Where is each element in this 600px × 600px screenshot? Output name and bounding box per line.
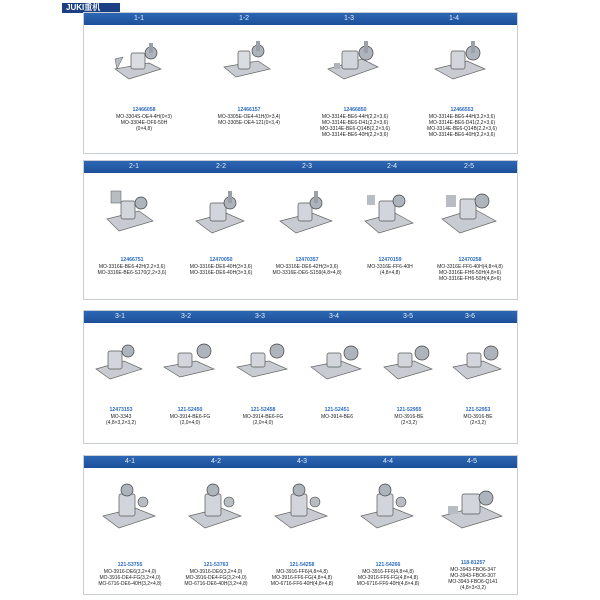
- item-label: 4-4: [382, 458, 394, 465]
- presser-foot-image: [427, 39, 497, 94]
- part-code: 121-53755: [117, 562, 143, 568]
- item-label: 1-3: [343, 15, 355, 22]
- item-label: 3-4: [328, 313, 340, 320]
- item-label: 2-2: [215, 163, 227, 170]
- part-code: 118-81257: [460, 560, 486, 566]
- part-code: 121-52458: [250, 407, 276, 413]
- model-line: MO-3916-FF6-FG(4,8×4,8): [271, 575, 333, 581]
- part-code: 12466157: [237, 107, 261, 113]
- model-line: MO-3916-DE6(3,2×4,0): [103, 569, 157, 575]
- model-line: MO-3316E-FH6-50H(4,8×6): [438, 270, 502, 276]
- model-line: MO-3314E-BE6-D41(2,2×3,6): [321, 120, 389, 126]
- part-item[interactable]: [344, 468, 432, 594]
- model-line: MO-6716-FF6-40H(4,8×4,8): [356, 581, 420, 587]
- model-line: MO-3916-FF6(4,8×4,8): [362, 569, 414, 575]
- model-line: MO-3914-BE6: [321, 414, 353, 420]
- presser-foot-image: [190, 187, 252, 243]
- item-label: 3-3: [254, 313, 266, 320]
- item-label: 3-1: [114, 313, 126, 320]
- model-line: MO-3943-FBO6-Q141: [448, 579, 498, 585]
- presser-foot-image: [92, 339, 150, 389]
- brand-tag: JUKI重机: [62, 3, 120, 13]
- part-item[interactable]: [199, 25, 299, 153]
- presser-foot-image: [359, 187, 421, 243]
- part-code: 12470050: [209, 257, 233, 263]
- model-line: (2,0×4,0): [252, 420, 274, 426]
- model-line: MO-3943-FBO6-307: [450, 573, 496, 579]
- model-line: MO-3314E-BE6-D41(2,2×3,6): [428, 120, 496, 126]
- model-line: MO-3316E-BE6-42H(2,2×3,6): [98, 264, 166, 270]
- item-label: 1-4: [448, 15, 460, 22]
- model-line: MO-3916-FF6(4,8×4,8): [276, 569, 328, 575]
- part-code: 121-54258: [289, 562, 315, 568]
- part-code: 12473153: [109, 407, 133, 413]
- part-item[interactable]: [302, 25, 408, 153]
- item-label: 4-5: [466, 458, 478, 465]
- presser-foot-image: [233, 339, 293, 389]
- model-line: (0×4,8): [136, 126, 152, 132]
- part-code: 121-52955: [396, 407, 422, 413]
- model-line: (4,8×3×3,2): [460, 585, 486, 591]
- model-line: MO-3314E-BE6-Q14B(2,2×3,6): [427, 126, 497, 132]
- model-line: MO-3316E-FF6-40H: [367, 264, 413, 270]
- item-label: 4-2: [210, 458, 222, 465]
- item-label: 3-2: [180, 313, 192, 320]
- model-line: MO-3316E-DE6-S159(4,8×4,8): [272, 270, 342, 276]
- model-line: (2×3,2): [401, 420, 417, 426]
- item-label: 3-5: [402, 313, 414, 320]
- item-label: 3-6: [464, 313, 476, 320]
- presser-foot-image: [109, 39, 179, 94]
- part-item[interactable]: [258, 468, 346, 594]
- part-code: 12466058: [132, 107, 156, 113]
- part-item[interactable]: [226, 323, 300, 443]
- item-label: 2-4: [386, 163, 398, 170]
- item-label: 1-2: [238, 15, 250, 22]
- part-item[interactable]: [442, 323, 514, 443]
- part-item[interactable]: [94, 25, 194, 153]
- model-line: MO-3314E-BE6-Q14B(2,2×3,6): [320, 126, 390, 132]
- part-item[interactable]: [430, 468, 516, 594]
- model-line: MO-3316E-DE6-40H(3×3,6): [189, 270, 253, 276]
- model-line: MO-3916-DE6(3,2×4,0): [189, 569, 243, 575]
- part-item[interactable]: [374, 323, 444, 443]
- model-line: MO-3305E-OE4-41H(0×3,4): [217, 114, 281, 120]
- item-label: 2-1: [128, 163, 140, 170]
- section-header: [84, 311, 517, 323]
- part-code: 121-52451: [324, 407, 350, 413]
- item-label: 2-5: [463, 163, 475, 170]
- model-line: MO-3314E-BE6-40H(2,2×3,6): [428, 132, 496, 138]
- model-line: MO-3916-BE: [394, 414, 424, 420]
- part-item[interactable]: [352, 173, 428, 299]
- part-code: 12466553: [450, 107, 474, 113]
- model-line: MO-3316E-DE6-42H(3×3,6): [275, 264, 339, 270]
- part-code: 121-54266: [375, 562, 401, 568]
- part-item[interactable]: [176, 173, 266, 299]
- section-2: [83, 160, 518, 300]
- model-line: MO-3314E-BE6-40H(2,2×3,6): [321, 132, 389, 138]
- model-line: MO-3304E-OF6-50H: [120, 120, 168, 126]
- presser-foot-image: [271, 480, 333, 538]
- model-line: MO-3343: [110, 414, 132, 420]
- model-line: MO-3914-BE6-FG: [169, 414, 211, 420]
- model-line: (2×3,2): [470, 420, 486, 426]
- model-line: MO-3314E-BE6-44H(2,2×3,6): [321, 114, 389, 120]
- item-label: 2-3: [301, 163, 313, 170]
- presser-foot-image: [101, 187, 163, 243]
- part-item[interactable]: [300, 323, 374, 443]
- model-line: MO-3916-DE4-FG(3,2×4,0): [99, 575, 161, 581]
- model-line: MO-6716-DE6-40H(3,2×4,8): [98, 581, 162, 587]
- model-line: (4,8×3,2×3,2): [105, 420, 137, 426]
- model-line: MO-3304S-OE4-4H(0×3): [116, 114, 172, 120]
- section-header: [84, 13, 517, 25]
- part-item[interactable]: [172, 468, 260, 594]
- presser-foot-image: [438, 187, 502, 243]
- presser-foot-image: [214, 39, 284, 94]
- section-3: [83, 310, 518, 444]
- part-item[interactable]: [262, 173, 352, 299]
- part-code: 121-52953: [465, 407, 491, 413]
- model-line: MO-3316E-FF6-40H(4,8×4,8): [437, 264, 503, 270]
- part-code: 121-53763: [203, 562, 229, 568]
- model-line: MO-3914-BE6-FG: [242, 414, 284, 420]
- part-code: 121-52450: [177, 407, 203, 413]
- presser-foot-image: [440, 480, 506, 538]
- presser-foot-image: [185, 480, 247, 538]
- presser-foot-image: [99, 480, 161, 538]
- item-label: 4-1: [124, 458, 136, 465]
- section-1: [83, 12, 518, 154]
- model-line: (4,8×4,8): [379, 270, 401, 276]
- model-line: (2,0×4,0): [179, 420, 201, 426]
- part-item[interactable]: [409, 25, 515, 153]
- part-item[interactable]: [154, 323, 226, 443]
- model-line: MO-3916-BE: [463, 414, 493, 420]
- model-line: MO-3316E-FH6-50H(4,8×6): [438, 276, 502, 282]
- presser-foot-image: [307, 339, 367, 389]
- part-item[interactable]: [424, 173, 516, 299]
- model-line: MO-6716-DE6-40H(3,2×4,8): [184, 581, 248, 587]
- model-line: MO-3943-FBO6-347: [450, 567, 496, 573]
- model-line: MO-3314E-BE6-44H(3,2×3,6): [428, 114, 496, 120]
- part-code: 12470258: [458, 257, 482, 263]
- presser-foot-image: [320, 39, 390, 94]
- model-line: MO-3316E-BE6-S170(2,2×3,6): [97, 270, 167, 276]
- presser-foot-image: [449, 339, 507, 389]
- presser-foot-image: [380, 339, 438, 389]
- model-line: MO-3316E-DE6-40H(3×3,6): [189, 264, 253, 270]
- item-label: 1-1: [133, 15, 145, 22]
- presser-foot-image: [357, 480, 419, 538]
- part-code: 12466850: [343, 107, 367, 113]
- part-code: 12466751: [120, 257, 144, 263]
- model-line: MO-3916-FF6-FG(4,8×4,8): [357, 575, 419, 581]
- part-item[interactable]: [86, 173, 178, 299]
- model-line: MO-3305E-OE4-121(0×3,4): [218, 120, 280, 126]
- section-4: [83, 455, 518, 595]
- part-code: 12470159: [378, 257, 402, 263]
- section-header: [84, 456, 517, 468]
- part-item[interactable]: [86, 468, 174, 594]
- part-item[interactable]: [86, 323, 156, 443]
- item-label: 4-3: [296, 458, 308, 465]
- part-code: 12470357: [295, 257, 319, 263]
- model-line: MO-6716-FF6-40H(4,8×4,8): [270, 581, 334, 587]
- presser-foot-image: [160, 339, 220, 389]
- section-header: [84, 161, 517, 173]
- model-line: MO-3916-DE4-FG(3,2×4,0): [185, 575, 247, 581]
- presser-foot-image: [276, 187, 338, 243]
